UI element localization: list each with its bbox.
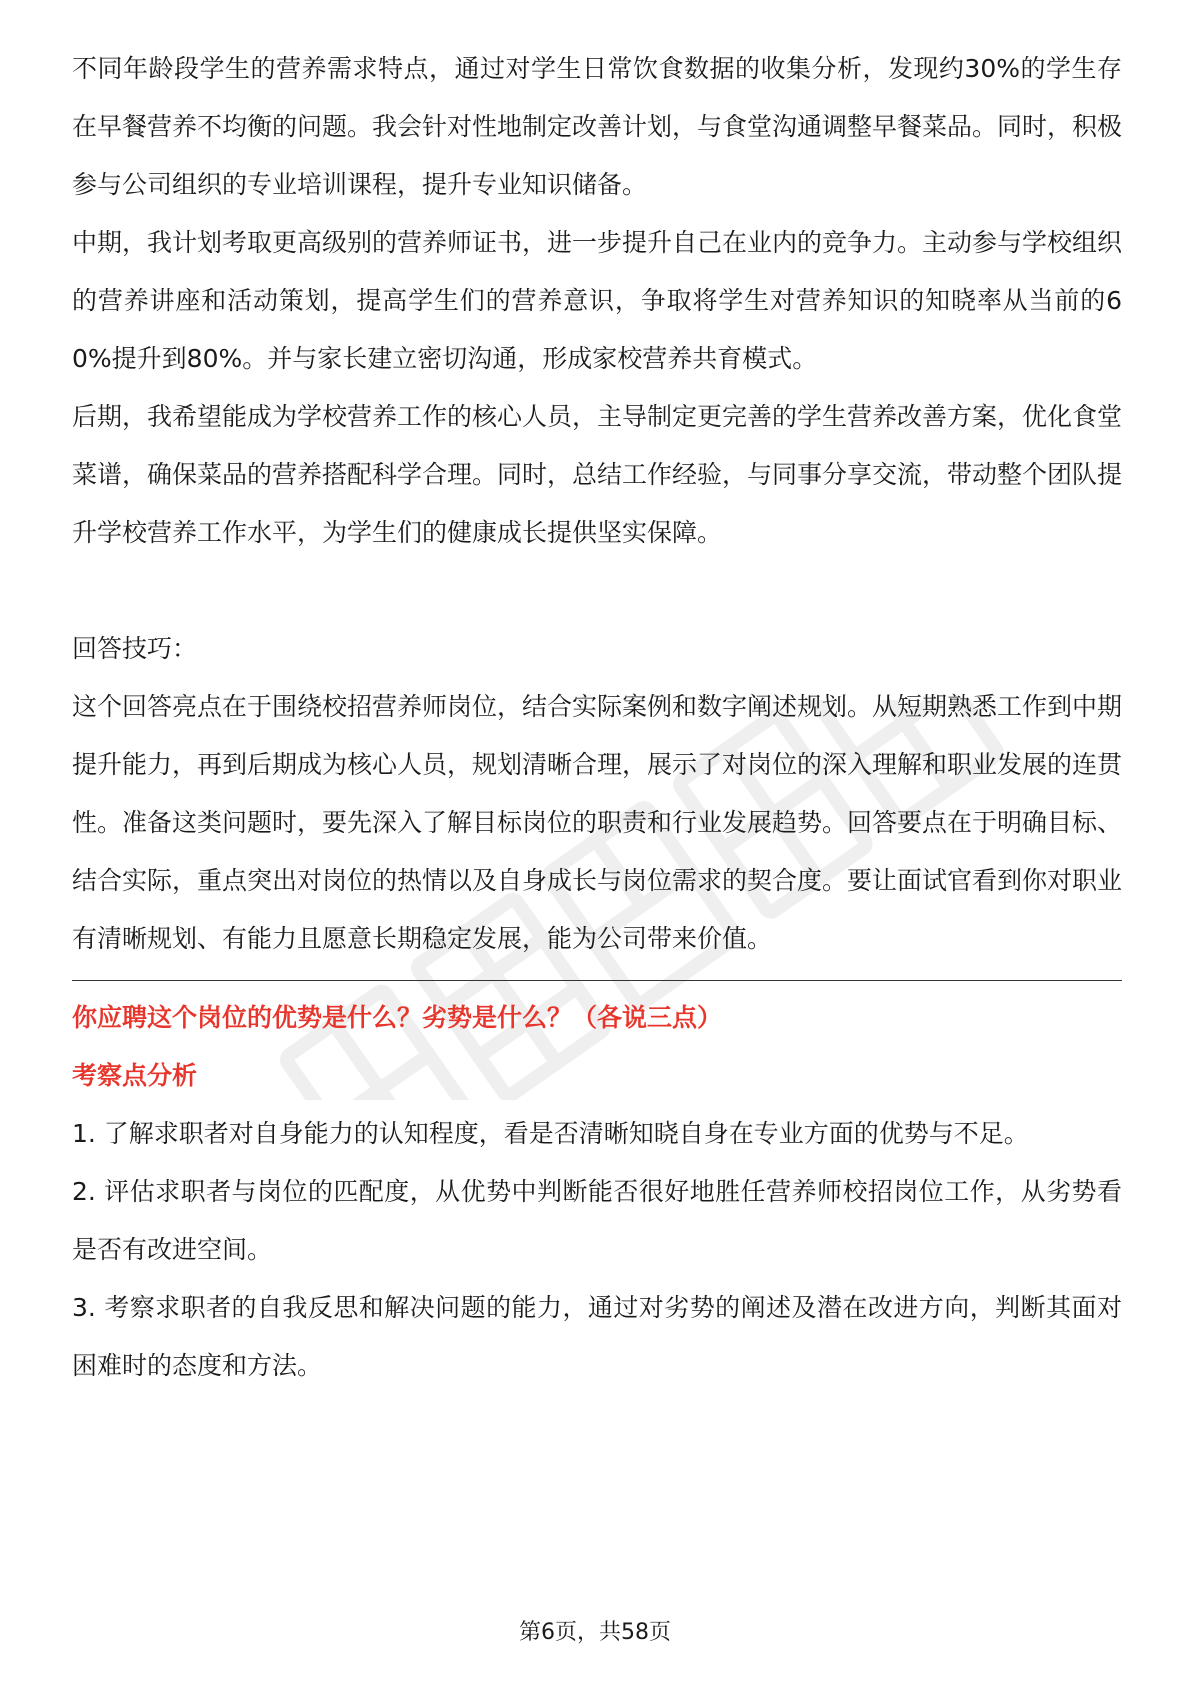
tips-text: 这个回答亮点在于围绕校招营养师岗位，结合实际案例和数字阐述规划。从短期熟悉工作到中期提升能力，再到后期成为核心人员，规划清晰合理，展示了对岗位的深入理解和职业发展的连贯性。准备这类问题时，要先深入了解目标岗位的职责和行业发展趋势。回答要点在于明确目标、结合实际，重点突出对岗位的热情以及自身成长与岗位需求的契合度。要让面试官看到你对职业有清晰规划、有能力且愿意长期稳定发展，能为公司带来价值。	[72, 692, 1123, 953]
analysis-point: 1. 了解求职者对自身能力的认知程度，看是否清晰知晓自身在专业方面的优势与不足。	[72, 1119, 1029, 1148]
question-title: 你应聘这个岗位的优势是什么？劣势是什么？（各说三点）	[72, 1003, 723, 1032]
paragraph-mid-term: 中期，我计划考取更高级别的营养师证书，进一步提升自己在业内的竞争力。主动参与学校组织的营养讲座和活动策划，提高学生们的营养意识，争取将学生对营养知识的知晓率从当前的60%提升到80%。并与家长建立密切沟通，形成家校营养共育模式。	[72, 228, 1123, 373]
page-number: 第6页，共58页	[519, 1620, 671, 1645]
page-content	[72, 40, 1122, 1395]
paragraph-short-term: 不同年龄段学生的营养需求特点，通过对学生日常饮食数据的收集分析，发现约30%的学生存在早餐营养不均衡的问题。我会针对性地制定改善计划，与食堂沟通调整早餐菜品。同时，积极参与公司组织的专业培训课程，提升专业知识储备。	[72, 54, 1123, 199]
section-divider	[72, 980, 1122, 981]
paragraph-long-term: 后期，我希望能成为学校营养工作的核心人员，主导制定更完善的学生营养改善方案，优化食堂菜谱，确保菜品的营养搭配科学合理。同时，总结工作经验，与同事分享交流，带动整个团队提升学校营养工作水平，为学生们的健康成长提供坚实保障。	[72, 402, 1123, 547]
analysis-point: 3. 考察求职者的自我反思和解决问题的能力，通过对劣势的阐述及潜在改进方向，判断其面对困难时的态度和方法。	[72, 1293, 1122, 1380]
analysis-point: 2. 评估求职者与岗位的匹配度，从优势中判断能否很好地胜任营养师校招岗位工作，从劣势看是否有改进空间。	[72, 1177, 1122, 1264]
analysis-title: 考察点分析	[72, 1061, 198, 1090]
tips-label: 回答技巧：	[72, 634, 198, 663]
spacer	[72, 562, 1122, 620]
